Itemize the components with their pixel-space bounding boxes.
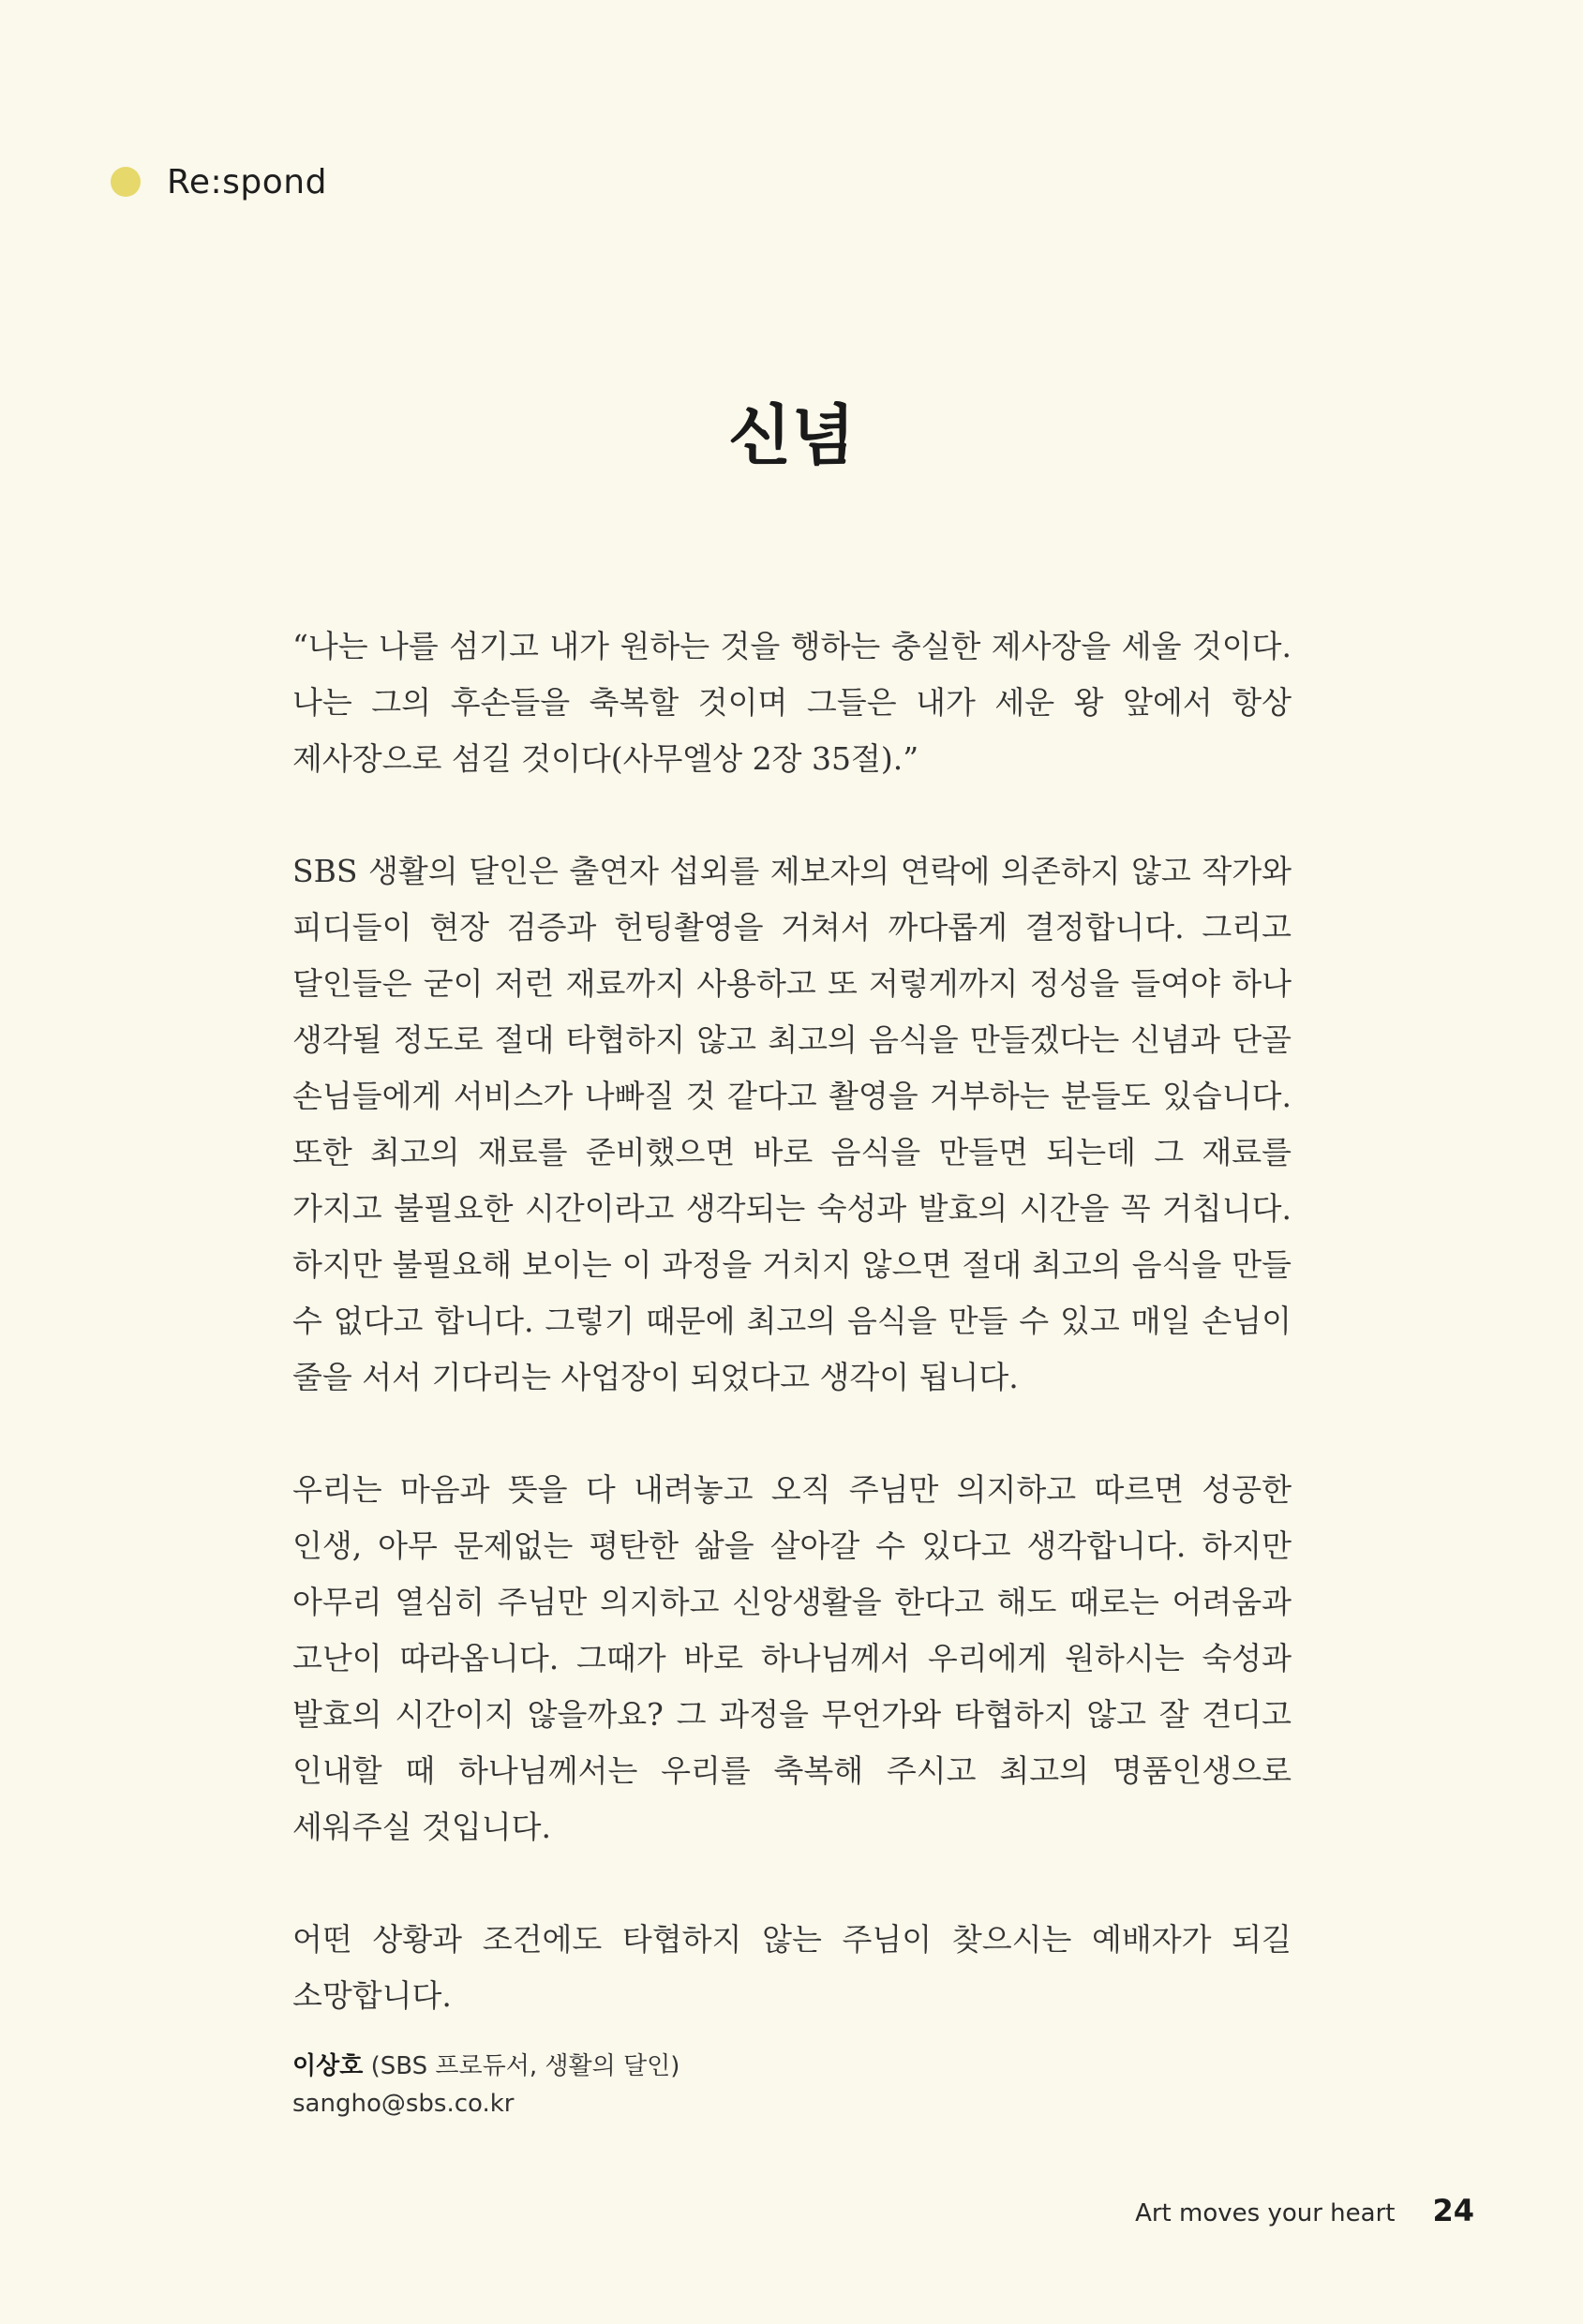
article-body (292, 618, 1292, 2080)
page-footer (1135, 2193, 1474, 2228)
section-dot-icon (111, 167, 141, 197)
footer-slogan: Art moves your heart (1135, 2199, 1396, 2227)
article-paragraph: 어떤 상황과 조건에도 타협하지 않는 주님이 찾으시는 예배자가 되길 소망합니다. (292, 1921, 1292, 2014)
author-email: sangho@sbs.co.kr (292, 2090, 515, 2118)
author-block (292, 2048, 679, 2123)
author-line (292, 2048, 679, 2085)
article-paragraph-quote: “나는 나를 섬기고 내가 원하는 것을 행하는 충실한 제사장을 세울 것이다. 나는 그의 후손들을 축복할 것이며 그들은 내가 세운 왕 앞에서 항상 제사장으로 섬길 것이다(사무엘상 2장 35절).” (292, 628, 1292, 777)
page-number: 24 (1432, 2193, 1474, 2228)
author-affiliation: (SBS 프로듀서, 생활의 달인) (370, 2052, 680, 2080)
section-label: Re:spond (167, 162, 327, 201)
section-tag (111, 161, 327, 202)
author-name: 이상호 (292, 2052, 364, 2080)
article-paragraph: SBS 생활의 달인은 출연자 섭외를 제보자의 연락에 의존하지 않고 작가와 피디들이 현장 검증과 헌팅촬영을 거쳐서 까다롭게 결정합니다. 그리고 달인들은 굳이 저런 재료까지 사용하고 또 저렇게까지 정성을 들여야 하나 생각될 정도로 절대 타협하지 않고 최고의 음식을 만들겠다는 신념과 단골 손님들에게 서비스가 나빠질 것 같다고 촬영을 거부하는 분들도 있습니다. 또한 최고의 재료를 준비했으면 바로 음식을 만들면 되는데 그 재료를 가지고 불필요한 시간이라고 생각되는 숙성과 발효의 시간을 꼭 거칩니다. 하지만 불필요해 보이는 이 과정을 거치지 않으면 절대 최고의 음식을 만들 수 없다고 합니다. 그렇기 때문에 최고의 음식을 만들 수 있고 매일 손님이 줄을 서서 기다리는 사업장이 되었다고 생각이 됩니다. (292, 853, 1292, 1395)
article-paragraph: 우리는 마음과 뜻을 다 내려놓고 오직 주님만 의지하고 따르면 성공한 인생, 아무 문제없는 평탄한 삶을 살아갈 수 있다고 생각합니다. 하지만 아무리 열심히 주님만 의지하고 신앙생활을 한다고 해도 때로는 어려움과 고난이 따라옵니다. 그때가 바로 하나님께서 우리에게 원하시는 숙성과 발효의 시간이지 않을까요? 그 과정을 무언가와 타협하지 않고 잘 견디고 인내할 때 하나님께서는 우리를 축복해 주시고 최고의 명품인생으로 세워주실 것입니다. (292, 1471, 1292, 1845)
article-title: 신념 (727, 396, 856, 474)
